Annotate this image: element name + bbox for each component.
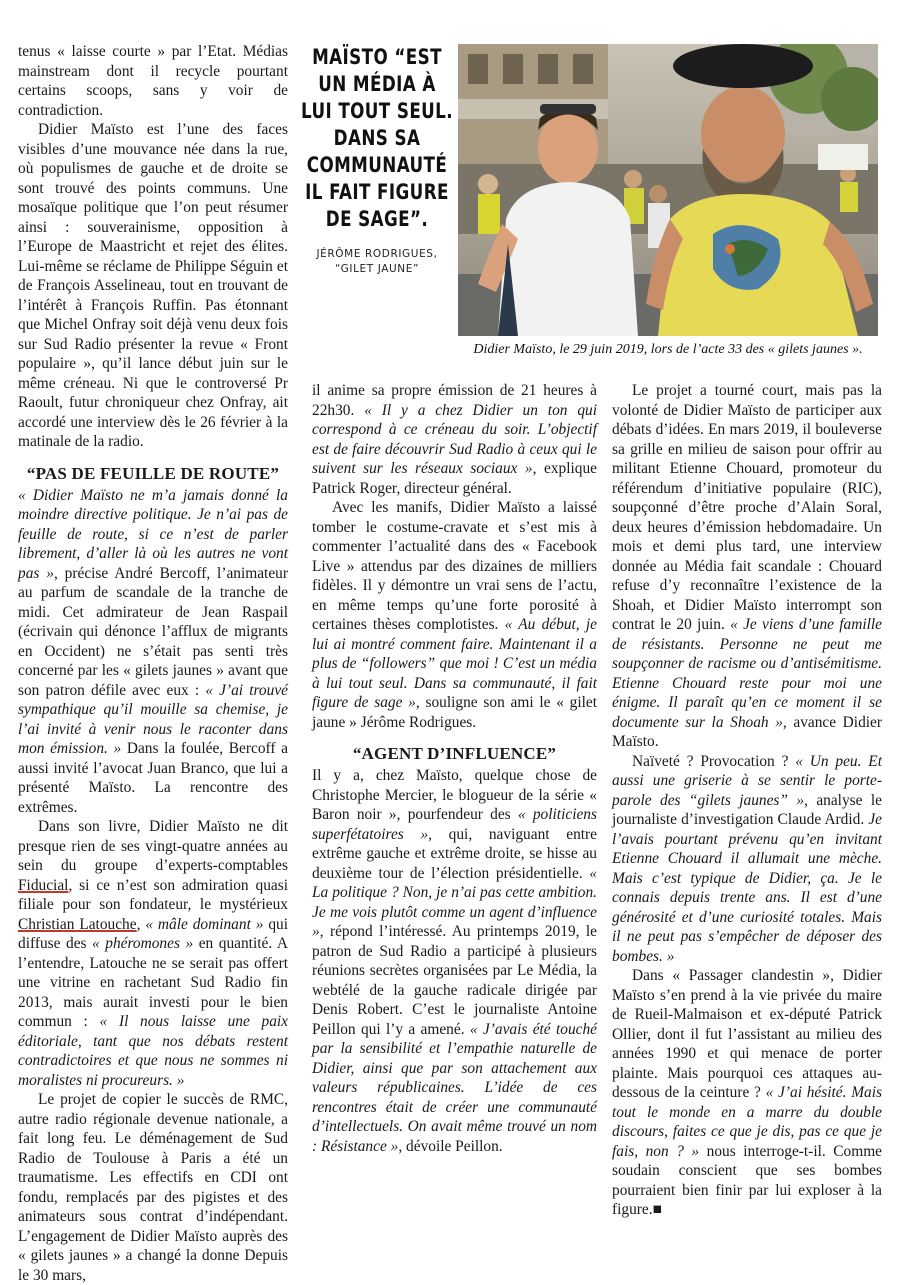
text-run: , si ce n’est son admiration quasi filiale pour son fondateur, le mystérieux (18, 876, 288, 913)
text-run: Dans la foulée, Bercoff a aussi invité l’avocat Juan Branco, que lui a présenté Maïsto. La rencontre des extrêmes. (18, 740, 288, 816)
section-heading: “PAS DE FEUILLE DE ROUTE” (26, 463, 280, 483)
text-run: Le projet a tourné court, mais pas la volonté de Didier Maïsto de participer aux débats d’idées. En mars 2019, il bouleverse sa grille en milieu de saison pour offrir au militant Etienne Chouard, promoteur du référendum d’initiative populaire (RIC), soupçonné d’être proche d’Alain Soral, deux heures d’émission hebdomadaire. Un mois et demi plus tard, une interview donnée au Média fait scandale : Chouard refuse d’y reconnaître l’existence de la Shoah, et Didier Maïsto interrompt son contrat le 20 juin. (612, 382, 882, 633)
paragraph: Le projet de copier le succès de RMC, autre radio régionale devenue nationale, a fait long feu. Le déménagement de Sud Radio de Toulouse à Paris a été un traumatisme. Les effectifs en CDI ont fondu, remplacés par des pigistes et des animateurs sous contrat d’indépendant. L’engagement de Didier Maïsto auprès des « gilets jaunes » a changé la donne Depuis le 30 mars, (18, 1091, 288, 1284)
underlined-name-fiducial: Fiducial (18, 876, 69, 894)
quote-text: « J’ai trouvé sympathique qu’il mouille sa chemise, je l’ai invité à venir nous le raconter dans mon émission. » (18, 681, 288, 757)
text-run: Avec les manifs, Didier Maïsto a laissé tomber le costume-cravate et s’est mis à commenter l’actualité dans des « Facebook Live » attendus par des dizaines de milliers fidèles. Il y démontre un vrai sens de l’actu, en même temps qu’une forte porosité à certaines thèses complotistes. (312, 499, 597, 633)
pull-quote-author (300, 247, 454, 277)
section-heading: “AGENT D’INFLUENCE” (352, 744, 557, 763)
paragraph (18, 817, 288, 1090)
text-run: qui diffuse des (18, 915, 288, 952)
text-run: , répond l’intéressé. Au printemps 2019, le patron de Sud Radio a participé à plusieurs réunions secrètes organisées par Le Média, la webtélé de la gauche radicale dirigée par Denis Robert. C’est le journaliste Antoine Peillon qui l’y a amené. (312, 923, 597, 1038)
end-mark-icon: ■ (652, 1201, 662, 1218)
paragraph (18, 486, 288, 818)
text-run: Dans son livre, Didier Maïsto ne dit presque rien de ses vingt-quatre années au sein du groupe d’experts-comptables (18, 818, 288, 874)
article-column-middle (312, 381, 597, 1156)
quote-text: « phéromones » (92, 935, 194, 952)
article-column-left (18, 42, 288, 1285)
text-run: , avance Didier Maïsto. (612, 713, 882, 750)
text-run: , (136, 915, 146, 933)
photo-caption: Didier Maïsto, le 29 juin 2019, lors de l’acte 33 des « gilets jaunes ». (473, 342, 863, 357)
pull-quote-author-name: JÉRÔME RODRIGUES, (316, 248, 438, 260)
article-photo (458, 44, 878, 336)
text-run: en quantité. A l’entendre, Latouche ne se serait pas offert une vitrine en rachetant Sud Radio fin 2013, mais aurait investi pour le bien commun : (18, 935, 288, 1030)
quote-text: « Il nous laisse une paix éditoriale, tant que nos débats restent contradictoires et que nous ne sommes ni moralistes ni procureurs. » (18, 1013, 288, 1089)
quote-text: « Un peu. Et aussi une griserie à se sentir le porte-parole des “gilets jaunes” » (612, 752, 882, 809)
quote-text: « J’ai hésité. Mais tout le monde en a marre du double discours, faites ce que je dis, pas ce que je fais, non ? » (612, 1084, 882, 1160)
photo-illustration (458, 44, 878, 336)
quote-text: « La politique ? Non, je n’ai pas cette ambition. Je me vois plutôt comme un agent d’influence » (312, 864, 597, 940)
text-run: Il y a, chez Maïsto, quelque chose de Christophe Mercier, le blogueur de la série « Baron noir », pourfendeur des (312, 767, 597, 823)
underlined-name-latouche: Christian Latouche (18, 915, 137, 933)
text-run: , explique Patrick Roger, directeur général. (312, 460, 597, 497)
paragraph (312, 766, 597, 1156)
text-run: il anime sa propre émission de 21 heures à 22h30. (312, 382, 597, 419)
text-run: , précise André Bercoff, l’animateur au parfum de scandale de la tranche de midi. Cet admirateur de Jean Raspail (écrivain qui dénonce l’afflux de migrants en Occident) ne s’était pas senti très concerné par les « gilets jaunes » avant que son patron défile avec eux : (18, 564, 288, 699)
paragraph: tenus « laisse courte » par l’Etat. Médias mainstream dont il recycle pourtant certains scoops, sans y voir de contradiction. (18, 43, 288, 119)
quote-text: « Il y a chez Didier un ton qui correspond à ce créneau du soir. L’objectif est de faire découvrir Sud Radio à ceux qui le suivent sur les réseaux sociaux » (312, 401, 597, 477)
text-run: , souligne son ami le « gilet jaune » Jérôme Rodrigues. (312, 694, 598, 731)
pull-quote (300, 44, 454, 277)
text-run: Naïveté ? Provocation ? (632, 752, 796, 770)
pull-quote-author-role: “GILET JAUNE” (334, 263, 420, 275)
text-run: nous interroge-t-il. Comme soudain conscient que ses bombes pourraient bien finir par lui exploser à la figure. (612, 1142, 882, 1218)
article-column-right (612, 381, 882, 1220)
paragraph: Didier Maïsto est l’une des faces visibles d’une mouvance née dans la rue, où populismes de gauche et de droite se sont trouvé des points communs. Une mosaïque politique que l’on peut résumer ainsi : souverainisme, opposition à l’Europe de Maastricht et rejet des élites. Lui-même se réclame de Philippe Séguin et de François Asselineau, tout en trouvant de l’intérêt à François Ruffin. Pas étonnant que Michel Onfray soit déjà venu deux fois sur Sud Radio présenter la revue « Front populaire », qu’il lance début juin sur le même créneau. Ni que le controversé Pr Raoult, futur chroniqueur chez Onfray, ait accordé une interview dès le 26 février à la matinale de la radio. (18, 121, 288, 450)
paragraph (312, 498, 597, 732)
paragraph (612, 752, 882, 967)
quote-text: « mâle dominant » (145, 915, 264, 933)
quote-text: « politiciens superfétatoires » (312, 806, 597, 843)
quote-text: « Je viens d’une famille de résistants. Personne ne peut me soupçonner de racisme ou d’antisémitisme. Etienne Chouard reste pour moi une énigme. Il paraît qu’en ce moment il se documente sur la Shoah » (612, 616, 882, 731)
text-run: , qui, naviguant entre extrême gauche et extrême droite, se hisse au deuxième tour de l’élection présidentielle. (312, 825, 597, 882)
paragraph (312, 381, 597, 498)
text-run: Dans « Passager clandestin », Didier Maïsto s’en prend à la vie privée du maire de Rueil-Malmaison et ex-député Patrick Ollier, dont il fut l’assistant au milieu des années 1990 et qui menace de porter plainte. Mais pourquoi ces attaques au-dessous de la ceinture ? (612, 967, 882, 1101)
paragraph (612, 966, 882, 1220)
paragraph (612, 381, 882, 752)
text-run: , dévoile Peillon. (398, 1137, 503, 1155)
pull-quote-text: MAÏSTO “EST UN MÉDIA À LUI TOUT SEUL. DANS SA COMMUNAUTÉ IL FAIT FIGURE DE SAGE”. (300, 45, 454, 232)
quote-text: « Didier Maïsto ne m’a jamais donné la moindre directive politique. Je n’ai pas de feuille de route, si ce n’est de parler librement, d’aller là où les autres ne vont pas » (18, 486, 288, 582)
quote-text: « J’avais été touché par la sensibilité et l’empathie naturelle de Didier, ainsi que par son attachement aux valeurs républicaines. L’idée de ces rencontres était de créer une communauté d’intellectuels. On avait même trouvé un nom : Résistance » (312, 1020, 597, 1155)
quote-text: « Au début, je lui ai montré comment faire. Maintenant il a plus de “followers” que moi ! C’est un média à lui tout seul. Dans sa communauté, il fait figure de sage » (312, 616, 597, 711)
text-run: , analyse le journaliste d’investigation Claude Ardid. (612, 791, 882, 828)
quote-text: Je l’avais pourtant prévenu qu’en invitant Etienne Chouard il allumait une mèche. Mais c’est typique de Didier, ça. Je le connais depuis trente ans. Il est d’une générosité et d’une curiosité totales. Mais il ne peut pas s’empêcher de déposer des bombes. » (612, 811, 882, 965)
